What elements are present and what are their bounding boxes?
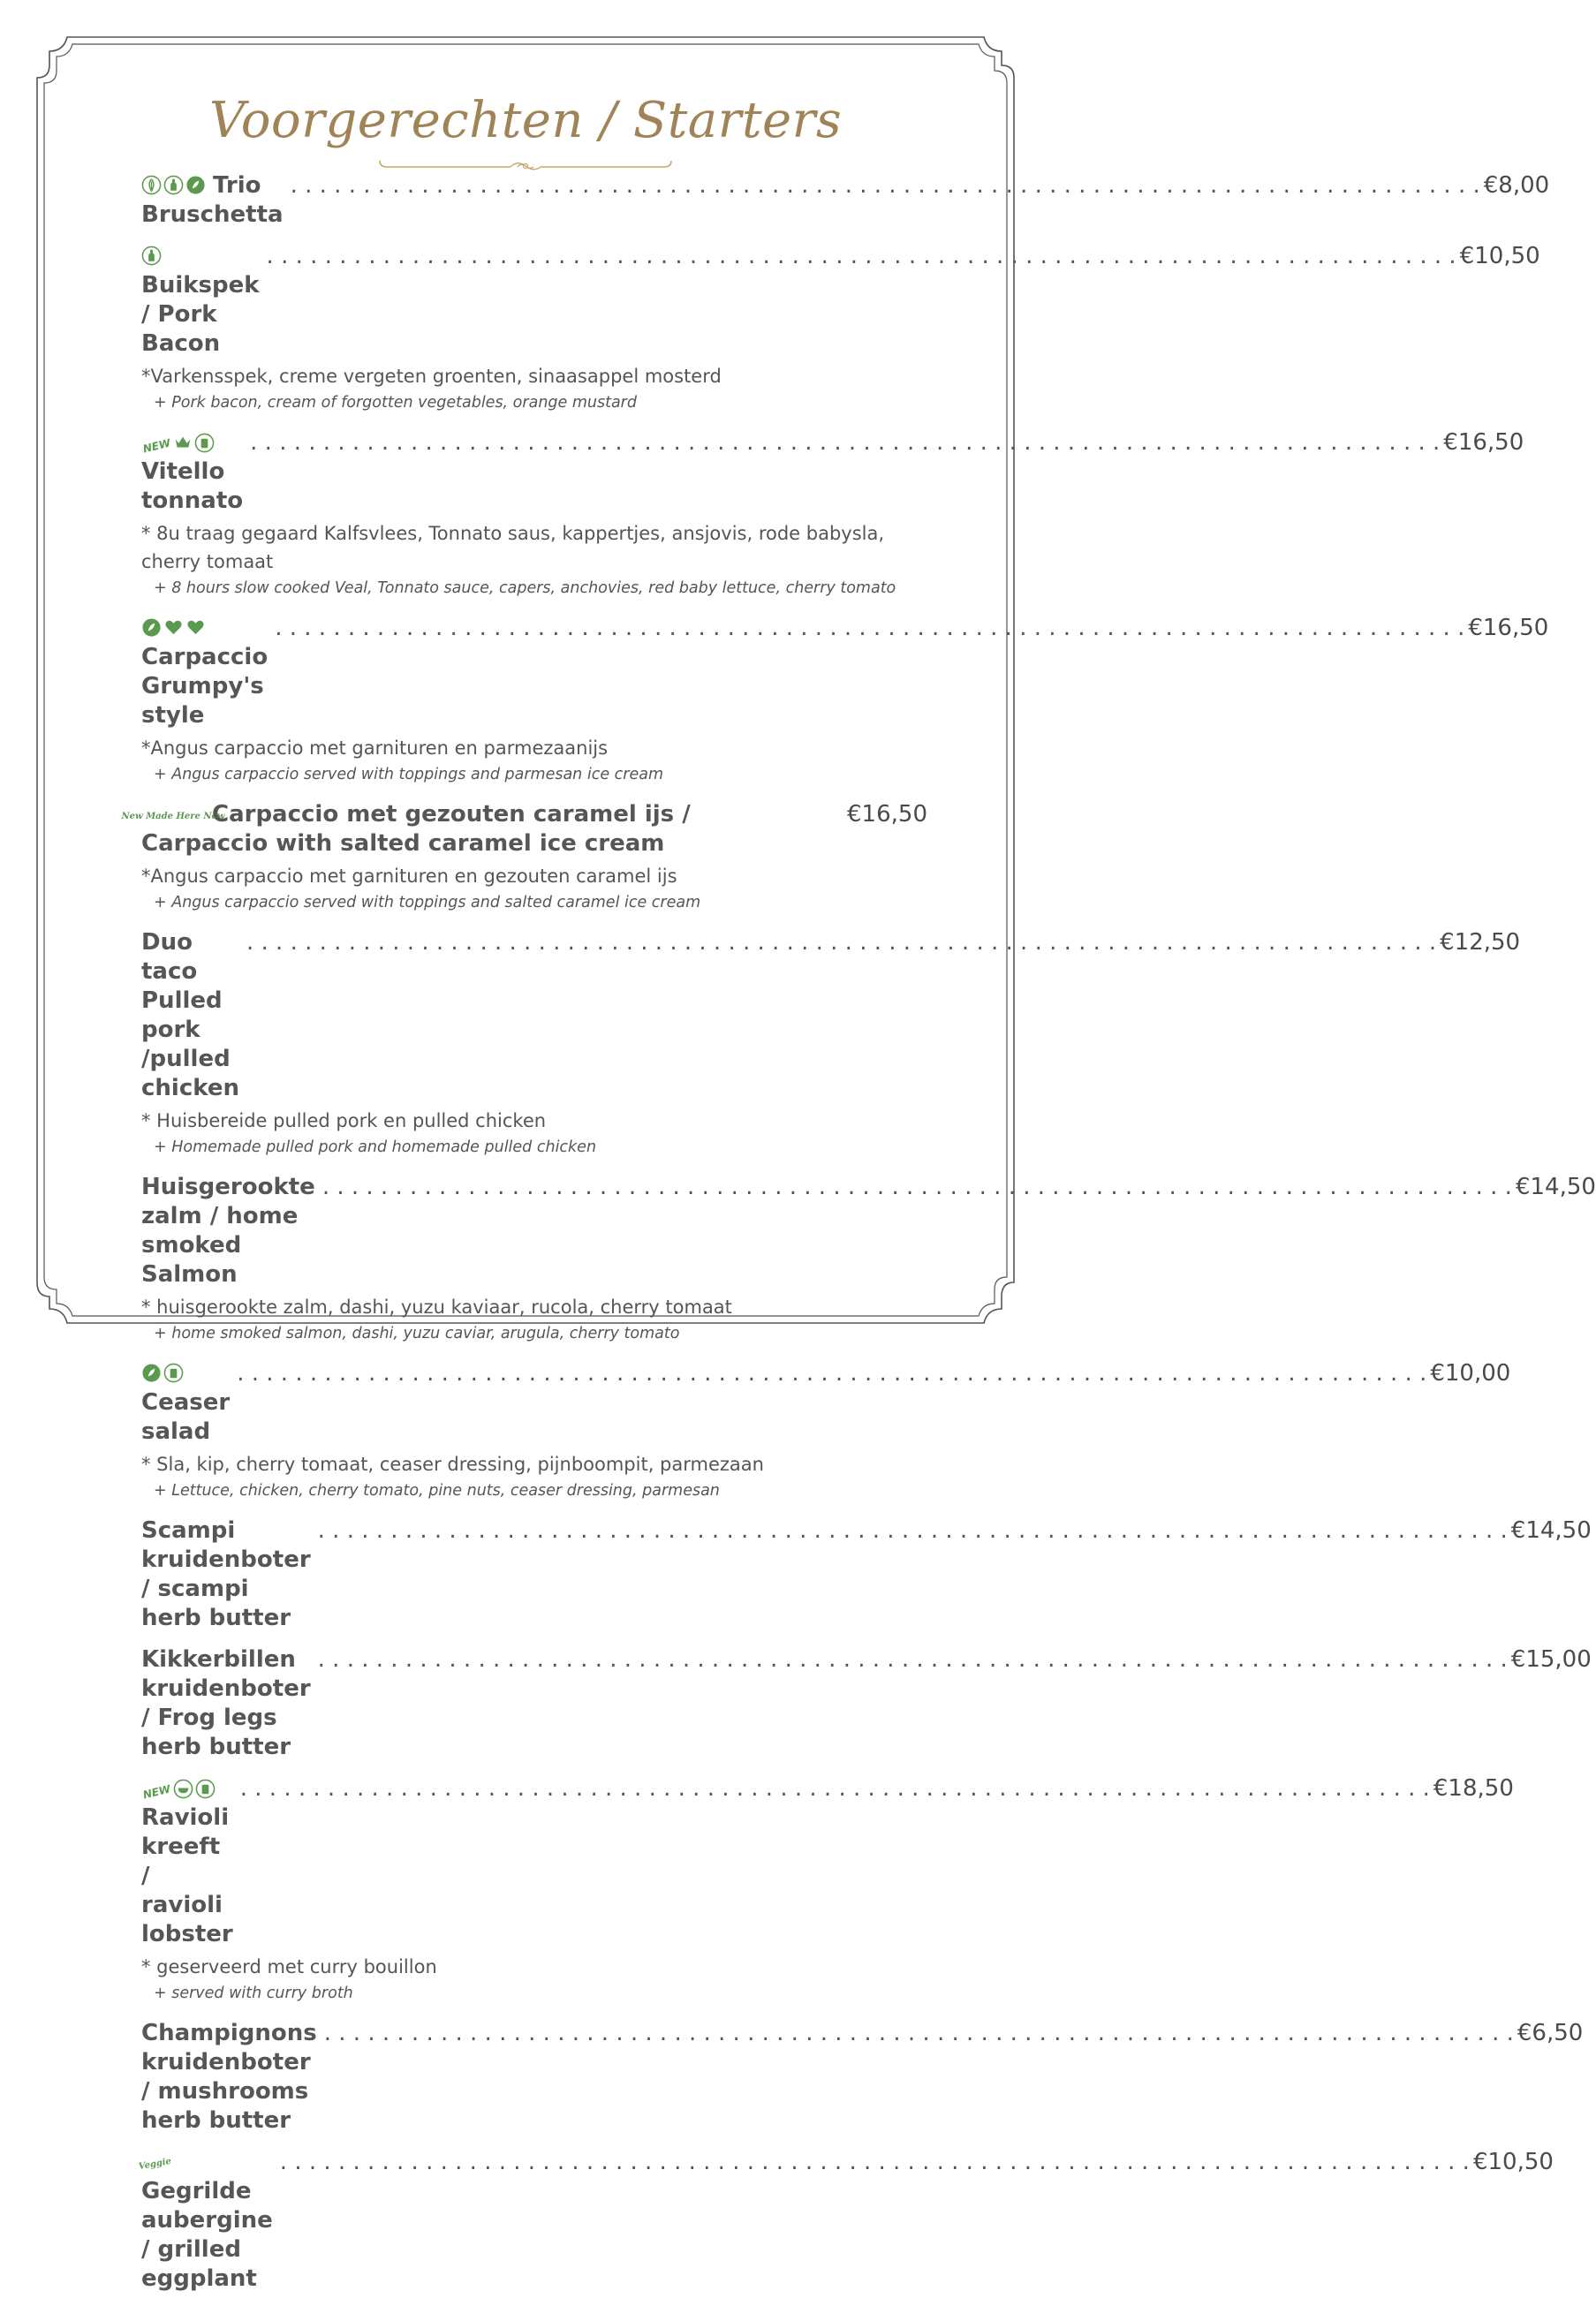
dish-description-en: + home smoked salmon, dashi, yuzu caviar, arugula, cherry tomato: [154, 1325, 680, 1342]
leader-dots: [322, 1173, 1512, 1202]
dish-description-nl: *Varkensspek, creme vergeten groenten, sinaasappel mosterd: [141, 366, 722, 387]
new-badge-icon: [141, 1779, 172, 1802]
dish-description-nl: * Huisbereide pulled pork en pulled chicken: [141, 1110, 547, 1131]
menu-item: [141, 928, 1521, 1161]
leader-dots: [240, 1774, 1430, 1803]
bottle-icon: [141, 246, 162, 266]
leader-dots: [267, 242, 1456, 271]
leader-dots: [237, 1359, 1426, 1388]
dish-icons: [141, 433, 216, 456]
dish-icons: [121, 801, 225, 824]
made-here-badge-icon: [121, 801, 225, 824]
dish-name-line: [141, 242, 260, 359]
dish-icons: [138, 2152, 172, 2173]
dish-name: Trio Bruschetta: [141, 172, 284, 228]
glass-icon: [194, 433, 215, 453]
dish-description-nl: * huisgerookte zalm, dashi, yuzu kaviaar, rucola, cherry tomaat: [141, 1297, 732, 1318]
dish-price: €14,50: [1510, 1517, 1592, 1544]
dish-name: Champignons kruidenboter / mushrooms herb butter: [141, 2020, 317, 2134]
dish-name: Scampi kruidenboter / scampi herb butter: [141, 1517, 311, 1631]
dish-icons: [141, 617, 208, 638]
menu-item: [141, 428, 1524, 601]
dish-name-line: [141, 1774, 233, 1949]
svg-text:NEW: NEW: [141, 436, 172, 456]
dish-description-en: + Lettuce, chicken, cherry tomato, pine nuts, ceaser dressing, parmesan: [154, 1482, 720, 1500]
leader-dots: [324, 2019, 1514, 2048]
menu-item: [141, 1516, 1592, 1633]
leaf-icon: [141, 175, 162, 195]
dish-name: Ravioli kreeft / ravioli lobster: [141, 1804, 233, 1947]
dish-icons: [141, 246, 163, 266]
pepper-icon: [185, 175, 206, 195]
dish-description-en: + Pork bacon, cream of forgotten vegetables, orange mustard: [154, 394, 637, 412]
dish-description-nl: * Sla, kip, cherry tomaat, ceaser dressing, pijnboompit, parmezaan: [141, 1454, 764, 1475]
glass-icon: [163, 1363, 184, 1383]
dish-price: €15,00: [1510, 1646, 1592, 1673]
dish-description-en: + Angus carpaccio served with toppings and salted caramel ice cream: [154, 894, 701, 911]
dish-icons: [141, 175, 208, 195]
dish-name-line: [138, 2148, 273, 2294]
dish-name-line: [121, 800, 847, 858]
dish-description-en: + Angus carpaccio served with toppings and parmesan ice cream: [154, 766, 663, 783]
page-title: Voorgerechten / Starters: [208, 92, 843, 149]
dish-icons: [141, 1363, 185, 1383]
dish-name-line: [141, 171, 284, 230]
dish-name: Carpaccio Grumpy's style: [141, 644, 269, 729]
dish-name: Ceaser salad: [141, 1389, 231, 1445]
dish-description-nl: * 8u traag gegaard Kalfsvlees, Tonnato saus, kappertjes, ansjovis, rode babysla, cherry tomaat: [141, 523, 885, 572]
dish-price: €6,50: [1517, 2020, 1584, 2046]
bowl-icon: [173, 1779, 193, 1799]
starters-menu: [121, 171, 1596, 2306]
menu-item: [141, 1359, 1511, 1504]
dish-name: Gegrilde aubergine / grilled eggplant: [141, 2178, 273, 2292]
menu-item: [141, 1774, 1514, 2007]
veggie-badge-icon: [138, 2152, 172, 2173]
menu-item: [141, 242, 1540, 416]
menu-item: [141, 1173, 1596, 1347]
dish-price: €18,50: [1433, 1775, 1514, 1802]
menu-item: [141, 171, 1550, 230]
dish-description-nl: *Angus carpaccio met garnituren en gezouten caramel ijs: [141, 866, 677, 887]
leader-dots: [318, 1516, 1508, 1546]
dish-description-en: + Homemade pulled pork and homemade pulled chicken: [154, 1138, 597, 1156]
new-badge-icon: [141, 433, 172, 456]
leader-dots: [280, 2148, 1470, 2177]
dish-description-en: + served with curry broth: [154, 1985, 353, 2002]
svg-text:New Made Here New: New Made Here New: [121, 812, 225, 821]
dish-name: Vitello tonnato: [141, 458, 244, 514]
svg-text:NEW: NEW: [141, 1782, 172, 1802]
menu-item: [121, 800, 927, 916]
menu-item: [138, 2148, 1554, 2294]
dish-name: Duo taco Pulled pork /pulled chicken: [141, 929, 239, 1101]
leader-dots: [275, 614, 1464, 643]
leader-dots: [318, 1645, 1508, 1675]
dish-price: €16,50: [1468, 615, 1549, 641]
glass-icon: [195, 1779, 216, 1799]
dish-price: €14,50: [1515, 1174, 1596, 1200]
leader-dots: [291, 171, 1480, 200]
dish-price: €10,00: [1430, 1360, 1511, 1387]
dish-description-en: + 8 hours slow cooked Veal, Tonnato sauce, capers, anchovies, red baby lettuce, cherry tomato: [154, 579, 896, 597]
menu-item: [141, 2019, 1584, 2136]
dish-price: €16,50: [1443, 429, 1524, 456]
leader-dots: [246, 928, 1436, 957]
pepper-icon: [141, 1363, 162, 1383]
pepper-icon: [141, 617, 162, 638]
menu-item: [141, 1645, 1592, 1762]
dish-price: €16,50: [847, 801, 927, 828]
dish-price: €12,50: [1440, 929, 1521, 956]
dish-name-line: [141, 1359, 230, 1447]
heart-icon: [185, 617, 206, 638]
bottle-icon: [163, 175, 184, 195]
svg-text:Veggie: Veggie: [138, 2156, 172, 2173]
dish-name: Buikspek / Pork Bacon: [141, 272, 260, 357]
dish-description-nl: *Angus carpaccio met garnituren en parmezaanijs: [141, 737, 609, 759]
dish-name: Kikkerbillen kruidenboter / Frog legs herb butter: [141, 1646, 311, 1760]
dish-price: €10,50: [1459, 243, 1540, 269]
dish-name: Huisgerookte zalm / home smoked Salmon: [141, 1174, 315, 1288]
dish-name-line: [141, 614, 268, 730]
dish-price: €8,00: [1483, 172, 1550, 199]
dish-description-nl: * geserveerd met curry bouillon: [141, 1956, 437, 1977]
leader-dots: [250, 428, 1440, 457]
dish-price: €10,50: [1472, 2149, 1554, 2175]
crown-icon: [173, 433, 193, 452]
menu-item: [141, 614, 1549, 788]
heart-icon: [163, 617, 184, 638]
dish-name-line: [141, 428, 243, 516]
dish-name: Carpaccio met gezouten caramel ijs / Carpaccio with salted caramel ice cream: [141, 801, 691, 857]
dish-icons: [141, 1779, 217, 1802]
